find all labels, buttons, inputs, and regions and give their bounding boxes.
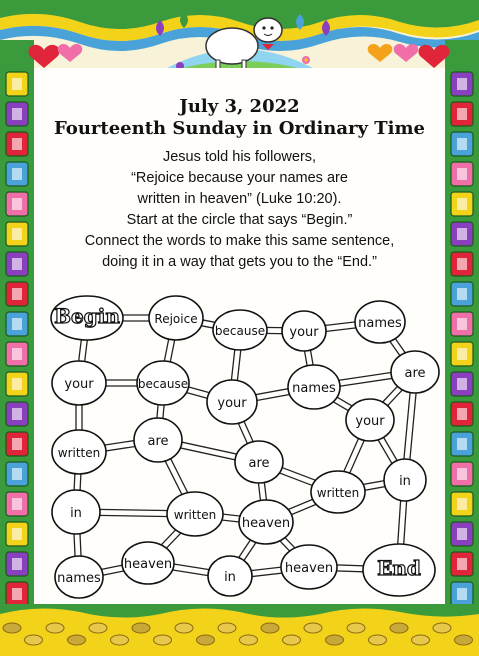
maze-word: your xyxy=(355,414,385,429)
maze-node-written2[interactable] xyxy=(167,492,223,536)
maze-word: because xyxy=(137,377,189,391)
maze-word: names xyxy=(292,381,336,396)
page-title: Fourteenth Sunday in Ordinary Time xyxy=(54,118,425,139)
maze-node-are2[interactable] xyxy=(134,418,182,462)
maze-node-written3[interactable] xyxy=(311,471,365,513)
instruction-line: “Rejoice because your names are xyxy=(131,170,348,186)
maze-node-because2[interactable] xyxy=(137,361,189,405)
maze-node-written1[interactable] xyxy=(52,430,106,474)
maze-word: written xyxy=(316,486,360,500)
maze-node-names3[interactable] xyxy=(55,556,103,598)
maze-node-names2[interactable] xyxy=(288,365,340,409)
instruction-line: Connect the words to make this same sentence, xyxy=(84,233,395,249)
page-date: July 3, 2022 xyxy=(179,96,300,117)
maze-node-are3[interactable] xyxy=(235,441,283,483)
maze-node-are1[interactable] xyxy=(391,351,439,393)
maze-word: in xyxy=(70,506,82,521)
maze-node-your1[interactable] xyxy=(282,311,326,351)
maze-node-because1[interactable] xyxy=(213,310,267,350)
maze-word: heaven xyxy=(284,561,334,576)
maze-word: your xyxy=(217,396,247,411)
maze-node-in3[interactable] xyxy=(208,556,252,596)
maze-node-your2[interactable] xyxy=(52,361,106,405)
maze-word: Begin xyxy=(54,304,120,328)
maze-node-names1[interactable] xyxy=(355,301,405,343)
maze-word: are xyxy=(248,456,270,471)
maze-word: heaven xyxy=(241,516,291,531)
maze-node-in1[interactable] xyxy=(52,490,100,534)
maze-node-in2[interactable] xyxy=(384,459,426,501)
maze-word: written xyxy=(57,446,101,460)
maze-node-begin[interactable] xyxy=(51,296,123,340)
maze-word: are xyxy=(147,434,169,449)
instruction-line: doing it in a way that gets you to the “End.” xyxy=(102,254,377,270)
instruction-line: Start at the circle that says “Begin.” xyxy=(126,212,353,228)
maze-word: names xyxy=(57,571,101,586)
maze-word: are xyxy=(404,366,426,381)
maze-node-your3[interactable] xyxy=(207,380,257,424)
maze-node-heaven2[interactable] xyxy=(122,542,174,584)
maze-word: written xyxy=(173,508,217,522)
instruction-line: Jesus told his followers, xyxy=(162,149,317,165)
maze-node-heaven3[interactable] xyxy=(281,545,337,589)
maze-word: heaven xyxy=(123,557,173,572)
maze-word: your xyxy=(64,377,94,392)
maze-word: names xyxy=(358,316,402,331)
maze-word: in xyxy=(224,570,236,585)
maze-node-end[interactable] xyxy=(363,544,435,596)
maze-node-your4[interactable] xyxy=(346,399,394,441)
maze-word: in xyxy=(399,474,411,489)
maze-word: End xyxy=(377,556,421,580)
maze-node-heaven1[interactable] xyxy=(239,500,293,544)
maze-word: Rejoice xyxy=(154,312,198,326)
maze-word: because xyxy=(214,324,266,338)
maze-word: your xyxy=(289,325,319,340)
maze-node-rejoice[interactable] xyxy=(149,296,203,340)
instruction-line: written in heaven” (Luke 10:20). xyxy=(137,191,342,207)
